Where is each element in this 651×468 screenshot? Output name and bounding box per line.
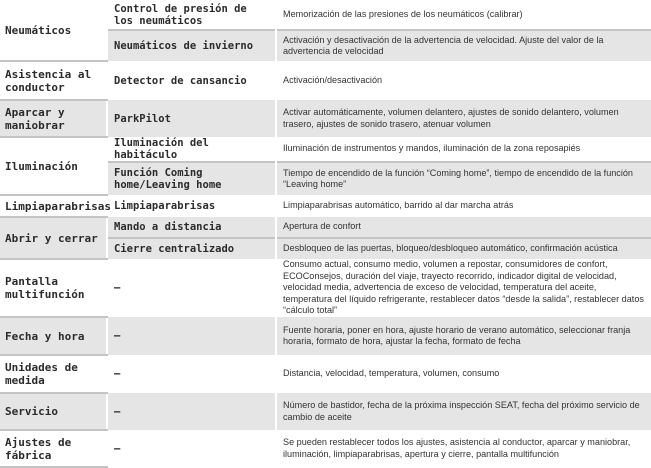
subcategory-cell: – <box>107 355 276 393</box>
description-cell: Desbloqueo de las puertas, bloqueo/desbloqueo automático, confirmación acústica <box>276 238 651 259</box>
category-cell: Neumáticos <box>0 0 107 61</box>
subcategory-cell: – <box>107 259 276 317</box>
subcategory-cell: Cierre centralizado <box>107 238 276 259</box>
subcategory-cell: Detector de cansancio <box>107 61 276 100</box>
description-cell: Se pueden restablecer todos los ajustes, asistencia al conductor, aparcar y maniobrar, iluminación, limpiaparabrisas, apertura y cierre, pantalla multifunción <box>276 430 651 467</box>
description-cell: Memorización de las presiones de los neumáticos (calibrar) <box>276 0 651 30</box>
subcategory-cell: Función Coming home/Leaving home <box>107 162 276 195</box>
category-cell: Fecha y hora <box>0 317 107 355</box>
description-cell: Activación/desactivación <box>276 61 651 100</box>
description-cell: Consumo actual, consumo medio, volumen a repostar, consumidores de confort, ECOConsejos, duración del viaje, trayecto recorrido, indicador digital de velocidad, velocidad media, advertencia de exceso de velocidad, temperatura del aceite, temperatura del líquido refrigerante, restablecer datos “desde la salida”, restablecer datos “cálculo total” <box>276 259 651 317</box>
description-cell: Apertura de confort <box>276 217 651 238</box>
subcategory-cell: – <box>107 430 276 467</box>
table-row <box>0 217 651 238</box>
category-cell: Asistencia al conductor <box>0 61 107 100</box>
description-cell: Activación y desactivación de la advertencia de velocidad. Ajuste del valor de la advertencia de velocidad <box>276 30 651 61</box>
table-row <box>0 137 651 162</box>
subcategory-cell: Limpiaparabrisas <box>107 195 276 217</box>
subcategory-cell: Iluminación del habitáculo <box>107 137 276 162</box>
description-cell: Activar automáticamente, volumen delantero, ajustes de sonido delantero, volumen trasero, ajustes de sonido trasero, atenuar volumen <box>276 100 651 137</box>
description-cell: Distancia, velocidad, temperatura, volumen, consumo <box>276 355 651 393</box>
subcategory-cell: Control de presión de los neumáticos <box>107 0 276 30</box>
table-row <box>0 430 651 467</box>
category-cell: Pantalla multifunción <box>0 259 107 317</box>
subcategory-cell: Mando a distancia <box>107 217 276 238</box>
subcategory-cell: – <box>107 393 276 430</box>
subcategory-cell: ParkPilot <box>107 100 276 137</box>
category-cell: Iluminación <box>0 137 107 195</box>
description-cell: Limpiaparabrisas automático, barrido al dar marcha atrás <box>276 195 651 217</box>
subcategory-cell: – <box>107 317 276 355</box>
category-cell: Unidades de medida <box>0 355 107 393</box>
subcategory-cell: Neumáticos de invierno <box>107 30 276 61</box>
description-cell: Tiempo de encendido de la función “Coming home”, tiempo de encendido de la función “Leaving home” <box>276 162 651 195</box>
category-cell: Abrir y cerrar <box>0 217 107 259</box>
table-row <box>0 195 651 217</box>
category-cell: Aparcar y maniobrar <box>0 100 107 137</box>
table-row <box>0 317 651 355</box>
table-row <box>0 61 651 100</box>
table-row <box>0 259 651 317</box>
category-cell: Ajustes de fábrica <box>0 430 107 467</box>
table-row <box>0 355 651 393</box>
description-cell: Número de bastidor, fecha de la próxima inspección SEAT, fecha del próximo servicio de cambio de aceite <box>276 393 651 430</box>
table-row <box>0 100 651 137</box>
category-cell: Limpiaparabrisas <box>0 195 107 217</box>
category-cell: Servicio <box>0 393 107 430</box>
table-row <box>0 393 651 430</box>
table-row <box>0 0 651 30</box>
description-cell: Iluminación de instrumentos y mandos, iluminación de la zona reposapiés <box>276 137 651 162</box>
description-cell: Fuente horaria, poner en hora, ajuste horario de verano automático, seleccionar franja horaria, formato de hora, ajustar la fecha, formato de fecha <box>276 317 651 355</box>
